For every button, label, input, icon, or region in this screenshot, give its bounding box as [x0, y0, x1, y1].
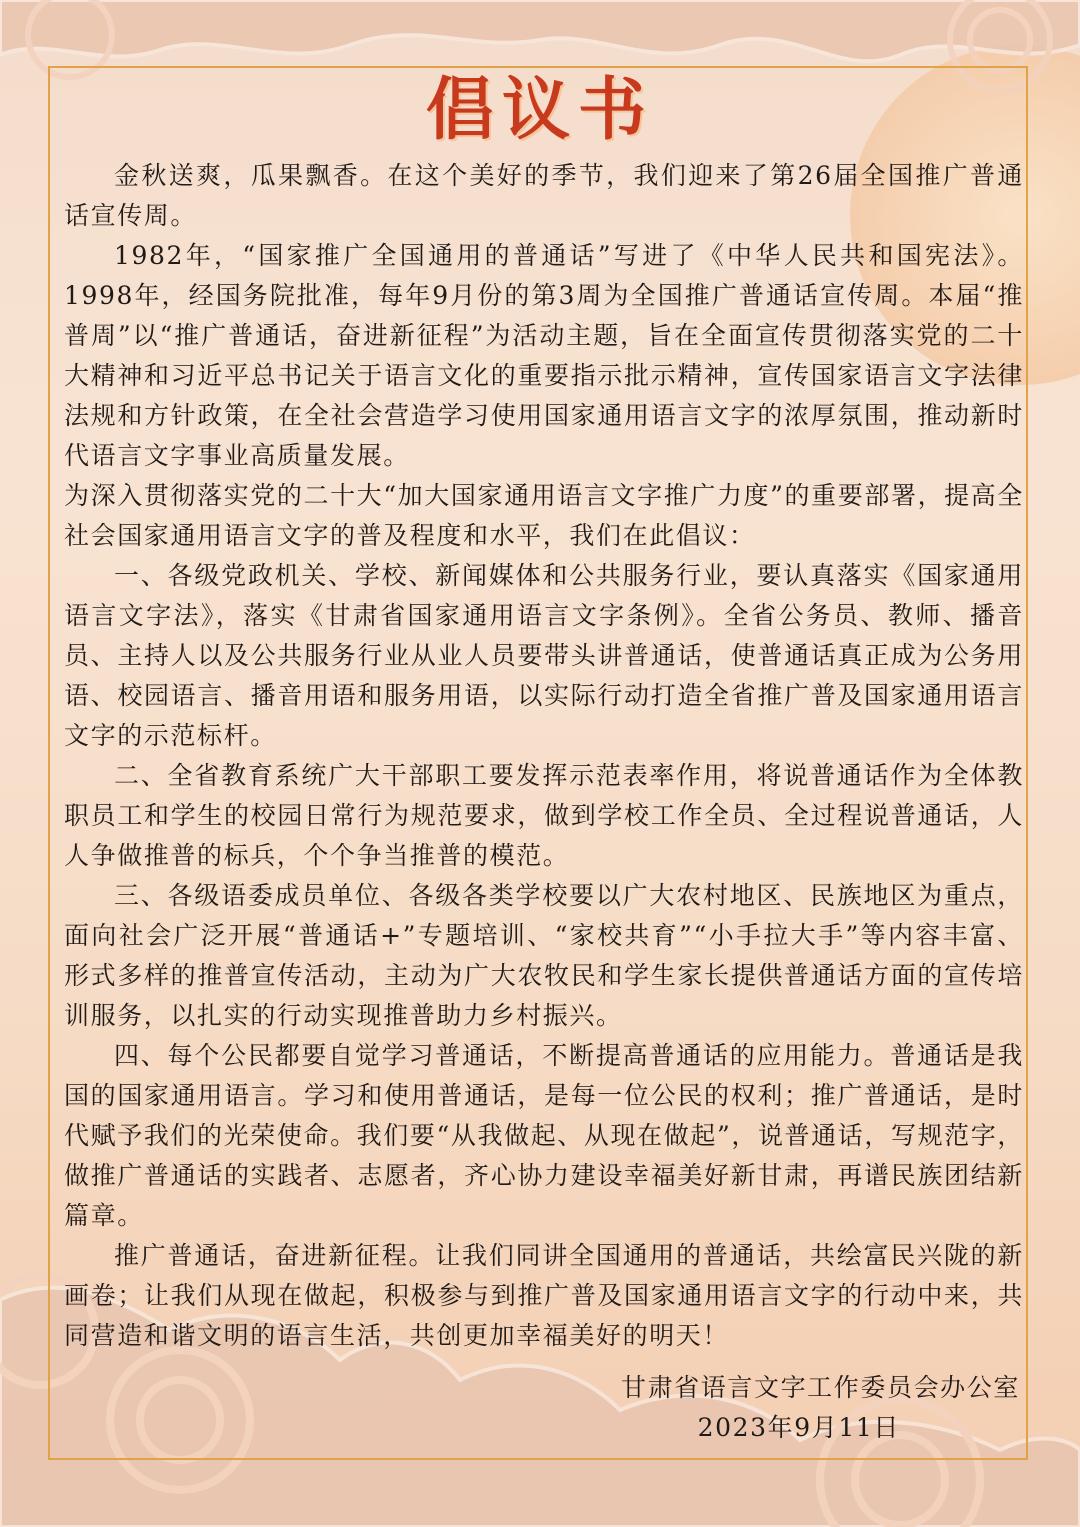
signature-date: 2023年9月11日 [697, 1413, 900, 1442]
paragraph: 三、各级语委成员单位、各级各类学校要以广大农村地区、民族地区为重点，面向社会广泛开展“普通话+”专题培训、“家校共育”“小手拉大手”等内容丰富、形式多样的推普宣传活动，主动为广大农牧民和学生家长提供普通话方面的宣传培训服务，以扎实的行动实现推普助力乡村振兴。 [64, 881, 1024, 1030]
signature-organization: 甘肃省语言文字工作委员会办公室 [620, 1373, 1020, 1402]
paragraph: 推广普通话，奋进新征程。让我们同讲全国通用的普通话，共绘富民兴陇的新画卷；让我们从现在做起，积极参与到推广普及国家通用语言文字的行动中来，共同营造和谐文明的语言生活，共创更加幸福美好的明天！ [64, 1241, 1024, 1350]
paragraph: 二、全省教育系统广大干部职工要发挥示范表率作用，将说普通话作为全体教职员工和学生的校园日常行为规范要求，做到学校工作全员、全过程说普通话，人人争做推普的标兵，个个争当推普的模范。 [64, 761, 1024, 870]
signature-block [520, 1368, 1020, 1448]
paragraph: 金秋送爽，瓜果飘香。在这个美好的季节，我们迎来了第26届全国推广普通话宣传周。 [64, 161, 1024, 230]
paragraph: 四、每个公民都要自觉学习普通话，不断提高普通话的应用能力。普通话是我国的国家通用语言。学习和使用普通话，是每一位公民的权利；推广普通话，是时代赋予我们的光荣使命。我们要“从我做起、从现在做起”，说普通话，写规范字，做推广普通话的实践者、志愿者，齐心协力建设幸福美好新甘肃，再谱民族团结新篇章。 [64, 1041, 1024, 1230]
document-body [64, 156, 1024, 1356]
paragraph: 为深入贯彻落实党的二十大“加大国家通用语言文字推广力度”的重要部署，提高全社会国家通用语言文字的普及程度和水平，我们在此倡议： [64, 481, 1024, 550]
paragraph: 1982年，“国家推广全国通用的普通话”写进了《中华人民共和国宪法》。1998年，经国务院批准，每年9月份的第3周为全国推广普通话宣传周。本届“推普周”以“推广普通话，奋进新征程”为活动主题，旨在全面宣传贯彻落实党的二十大精神和习近平总书记关于语言文化的重要指示批示精神，宣传国家语言文字法律法规和方针政策，在全社会营造学习使用国家通用语言文字的浓厚氛围，推动新时代语言文字事业高质量发展。 [64, 241, 1024, 470]
document-title: 倡议书 [425, 70, 654, 150]
paragraph: 一、各级党政机关、学校、新闻媒体和公共服务行业，要认真落实《国家通用语言文字法》，落实《甘肃省国家通用语言文字条例》。全省公务员、教师、播音员、主持人以及公共服务行业从业人员要带头讲普通话，使普通话真正成为公务用语、校园语言、播音用语和服务用语，以实际行动打造全省推广普及国家通用语言文字的示范标杆。 [64, 561, 1024, 750]
